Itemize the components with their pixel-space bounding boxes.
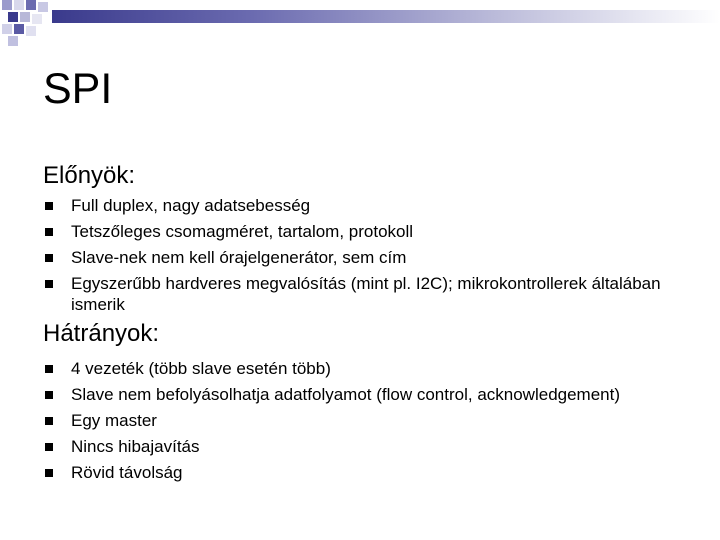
list-item [43,358,703,379]
decor-square-icon [32,14,42,24]
list-item [43,384,703,405]
header-decoration [0,0,720,50]
list-item-text: Tetszőleges csomagméret, tartalom, protokoll [71,222,414,241]
square-bullet-icon [45,391,53,399]
list-item-text: 4 vezeték (több slave esetén több) [71,359,331,378]
square-bullet-icon [45,417,53,425]
square-bullet-icon [45,280,53,288]
list-item-text: Egy master [71,411,157,430]
square-bullet-icon [45,202,53,210]
decor-square-icon [26,0,36,10]
decor-square-icon [38,2,48,12]
list-item [43,462,703,483]
list-item [43,436,703,457]
list-item [43,221,703,242]
header-gradient-bar [52,10,720,23]
decor-square-icon [2,24,12,34]
square-bullet-icon [45,469,53,477]
list-item-text: Slave-nek nem kell órajelgenerátor, sem cím [71,248,407,267]
square-bullet-icon [45,365,53,373]
disadvantages-heading: Hátrányok: [43,320,160,347]
decor-square-icon [14,24,24,34]
list-item [43,247,703,268]
decor-square-icon [8,36,18,46]
square-bullet-icon [45,228,53,236]
list-item-text: Full duplex, nagy adatsebesség [71,196,311,215]
decor-square-icon [2,0,12,10]
square-bullet-icon [45,443,53,451]
list-item-text: Slave nem befolyásolhatja adatfolyamot (flow control, acknowledgement) [71,385,621,404]
slide-title: SPI [43,65,113,113]
disadvantages-list [43,358,703,488]
decor-square-icon [20,12,30,22]
decor-square-icon [26,26,36,36]
list-item-text: Nincs hibajavítás [71,437,200,456]
list-item-text: Egyszerűbb hardveres megvalósítás (mint pl. I2C); mikrokontrollerek általában ismerik [71,274,661,314]
advantages-heading: Előnyök: [43,162,136,189]
list-item [43,273,703,315]
advantages-list [43,195,703,320]
square-bullet-icon [45,254,53,262]
list-item-text: Rövid távolság [71,463,183,482]
decor-square-icon [14,0,24,10]
decor-square-icon [8,12,18,22]
list-item [43,410,703,431]
list-item [43,195,703,216]
